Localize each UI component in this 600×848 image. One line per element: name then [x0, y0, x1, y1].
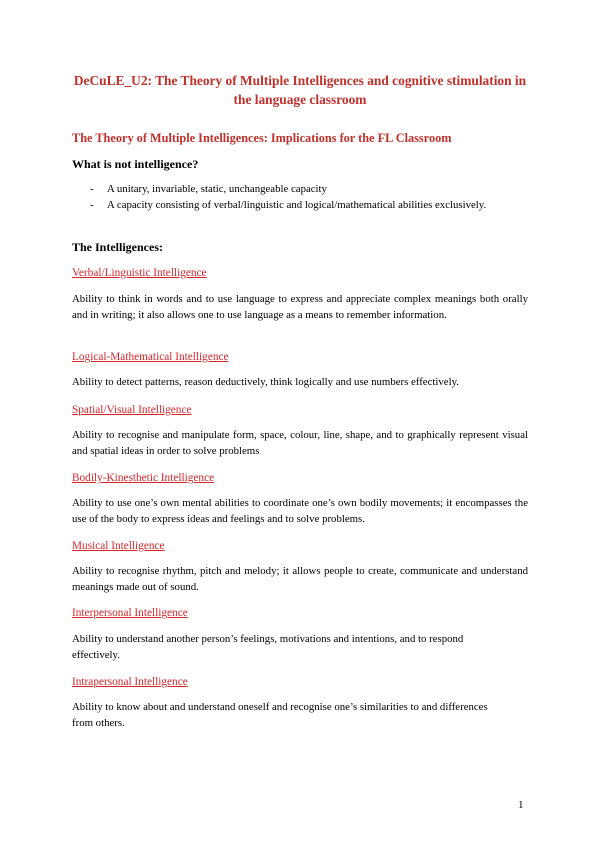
section-text-verbal-linguistic: Ability to think in words and to use language to express and appreciate complex meanings both orally and in writing; it also allows one to use language as a means to remember information. — [72, 293, 528, 321]
not-intelligence-heading: What is not intelligence? — [72, 157, 199, 171]
section-title-verbal-linguistic: Verbal/Linguistic Intelligence — [72, 267, 207, 279]
list-item — [72, 182, 532, 196]
document-subtitle: The Theory of Multiple Intelligences: Implications for the FL Classroom — [72, 131, 452, 145]
document-title: DeCuLE_U2: The Theory of Multiple Intelligences and cognitive stimulation in the language classroom — [73, 73, 527, 107]
section-text-musical: Ability to recognise rhythm, pitch and melody; it allows people to create, communicate and understand meanings made out of sound. — [72, 565, 528, 593]
list-item — [72, 198, 532, 212]
dash-marker: - — [90, 183, 94, 195]
section-text-bodily-kinesthetic: Ability to use one’s own mental abilities to coordinate one’s own bodily movements; it encompasses the use of the body to express ideas and feelings and to solve problems. — [72, 497, 528, 525]
section-title-logical-mathematical: Logical-Mathematical Intelligence — [72, 351, 229, 363]
section-text-intrapersonal: Ability to know about and understand oneself and recognise one’s similarities to and differences from others. — [72, 701, 488, 729]
section-title-spatial-visual: Spatial/Visual Intelligence — [72, 404, 192, 416]
list-item-text: A capacity consisting of verbal/linguistic and logical/mathematical abilities exclusively. — [107, 199, 487, 211]
dash-marker: - — [90, 199, 94, 211]
section-text-spatial-visual: Ability to recognise and manipulate form, space, colour, line, shape, and to graphically represent visual and spatial ideas in order to solve problems — [72, 429, 528, 457]
page-number: 1 — [518, 799, 524, 811]
intelligences-heading: The Intelligences: — [72, 240, 163, 254]
section-text-logical-mathematical: Ability to detect patterns, reason deductively, think logically and use numbers effectively. — [72, 376, 459, 388]
section-title-interpersonal: Interpersonal Intelligence — [72, 607, 188, 619]
not-intelligence-list — [72, 182, 532, 214]
section-title-bodily-kinesthetic: Bodily-Kinesthetic Intelligence — [72, 472, 215, 484]
section-title-intrapersonal: Intrapersonal Intelligence — [72, 676, 188, 688]
section-title-musical: Musical Intelligence — [72, 540, 165, 552]
section-text-interpersonal: Ability to understand another person’s feelings, motivations and intentions, and to respond effectively. — [72, 633, 464, 661]
list-item-text: A unitary, invariable, static, unchangeable capacity — [107, 183, 327, 195]
